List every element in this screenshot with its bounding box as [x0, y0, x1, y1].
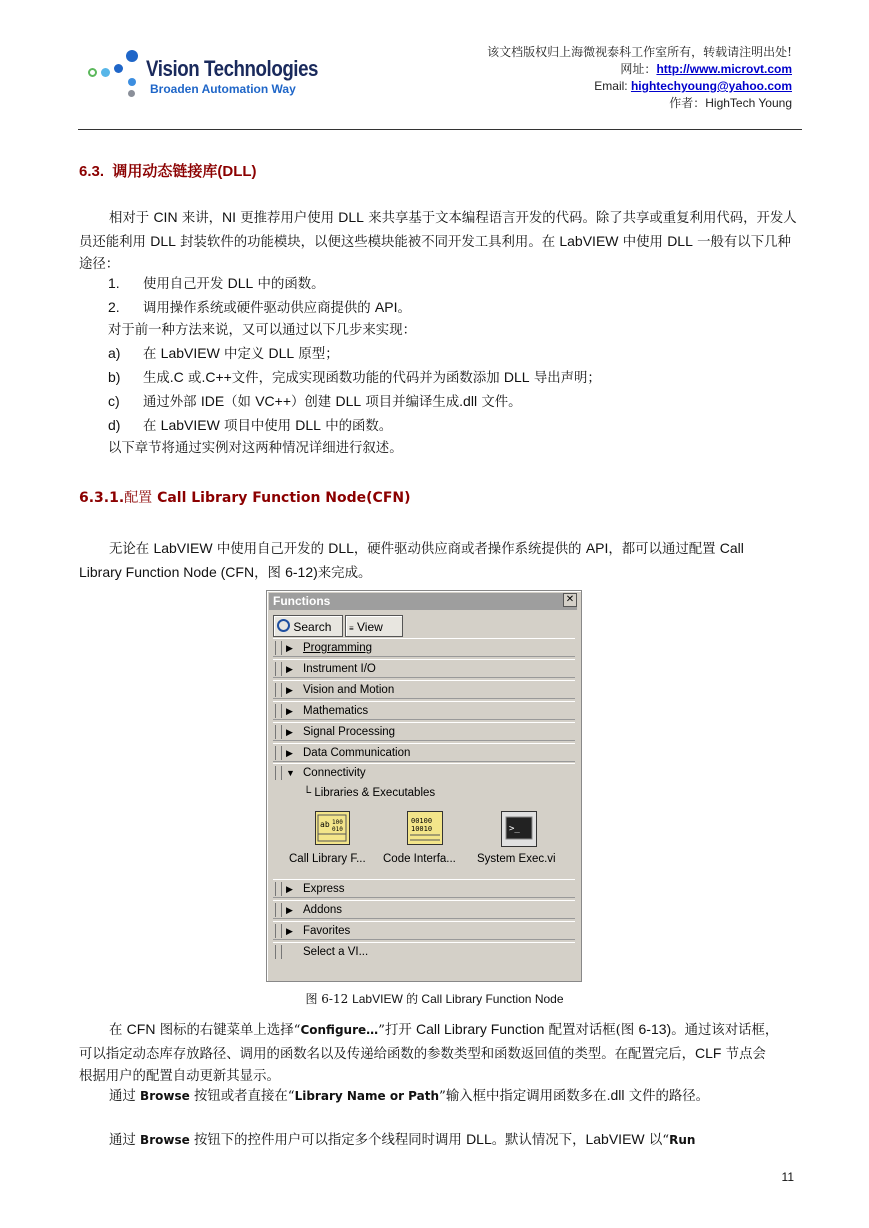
figure-caption: 图 6-12 LabVIEW 的 Call Library Function Node: [305, 992, 564, 1006]
call-library-glyph: [316, 812, 349, 844]
text-run: （如: [224, 395, 256, 410]
latin-text: IDE: [200, 393, 225, 409]
logo-dot-icon: [114, 64, 123, 73]
latin-text: DLL: [328, 540, 354, 556]
system-exec-icon[interactable]: [501, 811, 537, 847]
palette-title-bar: Functions: [269, 593, 577, 610]
logo-dot-icon: [88, 68, 97, 77]
latin-text: LabVIEW: [585, 1131, 645, 1147]
intro-paragraph: [79, 206, 803, 276]
text-run: 中使用: [618, 235, 668, 250]
category-label: Express: [303, 883, 345, 895]
select-a-vi[interactable]: Select a VI...: [273, 942, 575, 961]
latin-text: VC++: [255, 393, 292, 409]
icon-label: Code Interfa...: [383, 853, 456, 865]
text-run: 在: [143, 419, 161, 434]
grip-handle-icon: [275, 903, 282, 917]
code-interface-node-icon[interactable]: [407, 811, 443, 845]
text-run: ，硬件驱动供应商或者操作系统提供的: [353, 542, 586, 557]
text-run: 项目并编译生成: [361, 395, 460, 410]
text-run: 封装软件的功能模块，以便这些模块能被不同开发工具利用。在: [175, 235, 560, 250]
latin-text: Call Library Function Node (CFN: [79, 540, 744, 580]
svg-text:010: 010: [332, 826, 343, 833]
latin-text: DLL: [667, 233, 693, 249]
latin-text: CLF: [694, 1045, 722, 1061]
email-link[interactable]: hightechyoung@yahoo.com: [630, 79, 792, 93]
section-heading: 6.3. 调用动态链接库(DLL): [79, 163, 257, 180]
text-run: 中定义: [219, 347, 269, 362]
bold-term: Library Name or Path: [294, 1089, 440, 1103]
latin-text: LabVIEW: [160, 417, 220, 433]
grip-handle-icon: [275, 662, 282, 676]
text-run: 文件的路径。: [624, 1089, 710, 1104]
text-run: 使用自己开发: [143, 277, 228, 292]
bold-term: Browse: [140, 1089, 190, 1103]
category-mathematics[interactable]: [273, 701, 575, 720]
category-label: Data Communication: [303, 747, 411, 759]
svg-text:00100: 00100: [411, 817, 433, 825]
grip-handle-icon: [275, 725, 282, 739]
email-line: Email: hightechyoung@yahoo.com: [594, 79, 792, 93]
latin-text: .dll: [606, 1087, 625, 1103]
latin-text: LabVIEW: [559, 233, 619, 249]
text-run: 调用操作系统或硬件驱动供应商提供的: [143, 301, 375, 316]
code-interface-glyph: [408, 812, 442, 844]
text-run: 或: [183, 371, 202, 386]
category-label: Instrument I/O: [303, 663, 376, 675]
grip-handle-icon: [275, 882, 282, 896]
text-run: 。: [397, 301, 411, 316]
copyright-notice: 该文档版权归上海微视泰科工作室所有，转载请注明出处!: [487, 45, 792, 59]
text-run: 原型；: [294, 347, 339, 362]
terminal-glyph: [502, 812, 536, 846]
grip-handle-icon: [275, 924, 282, 938]
text-run: 配置对话框(图: [544, 1023, 639, 1038]
logo-dot-icon: [101, 68, 110, 77]
logo-dot-icon: [126, 50, 138, 62]
text-run: 文件。: [477, 395, 522, 410]
close-icon[interactable]: ✕: [563, 593, 577, 607]
paragraph-threads: [79, 1128, 779, 1152]
text-run: 通过: [109, 1133, 141, 1148]
latin-text: 6-12): [285, 564, 318, 580]
svg-text:ab: ab: [320, 820, 330, 829]
grip-handle-icon: [275, 746, 282, 760]
logo-dot-icon: [128, 90, 135, 97]
view-list-icon: ≡: [349, 624, 354, 633]
paragraph-browse: [79, 1084, 779, 1108]
text-run: 图标的右键菜单上选择“: [155, 1023, 301, 1038]
text-run: 中的函数。: [253, 277, 325, 292]
subsection-heading: 6.3.1.配置 Call Library Function Node(CFN): [79, 490, 411, 506]
latin-text: CIN: [153, 209, 178, 225]
category-label: Programming: [303, 642, 373, 654]
latin-text: API: [585, 540, 609, 556]
bold-term: Browse: [140, 1133, 190, 1147]
text-run: ，图: [254, 566, 286, 581]
category-express[interactable]: [273, 879, 575, 898]
grip-handle-icon: [275, 704, 282, 718]
logo-title: Vision Technologies: [146, 56, 319, 81]
collapsed-triangle-icon: ▶: [286, 706, 293, 716]
text-run: 来共享基于文本编程语言开发的代码。除了共享或重复利用代码，开发人员还能利用: [79, 211, 797, 250]
latin-text: API: [374, 299, 398, 315]
text-run: 更推荐用户使用: [236, 211, 339, 226]
category-label: Signal Processing: [303, 726, 396, 738]
collapsed-triangle-icon: ▶: [286, 905, 293, 915]
list-item: d) 在 LabVIEW 项目中使用 DLL 中的函数。: [108, 417, 393, 434]
category-programming[interactable]: [273, 638, 575, 657]
category-vision-and-motion[interactable]: [273, 680, 575, 699]
collapsed-triangle-icon: ▶: [286, 727, 293, 737]
text-run: 文件，完成实现函数功能的代码并为函数添加: [231, 371, 504, 386]
category-label: Favorites: [303, 925, 351, 937]
icon-label: Call Library F...: [289, 853, 366, 865]
page-number: 11: [781, 1170, 794, 1184]
call-library-function-icon[interactable]: [315, 811, 350, 845]
text-run: 项目中使用: [219, 419, 296, 434]
logo-dot-icon: [128, 78, 136, 86]
collapsed-triangle-icon: ▶: [286, 748, 293, 758]
logo-subtitle: Broaden Automation Way: [150, 82, 296, 96]
closing-text: 以下章节将通过实例对这两种情况详细进行叙述。: [108, 441, 403, 456]
collapsed-triangle-icon: ▶: [286, 926, 293, 936]
header-info: [487, 44, 792, 112]
list-item: 2. 调用操作系统或硬件驱动供应商提供的 API。: [108, 299, 411, 316]
vision-technologies-logo: [88, 50, 318, 100]
collapsed-triangle-icon: ▶: [286, 884, 293, 894]
text-run: 以“: [644, 1133, 670, 1148]
text-run: 导出声明；: [529, 371, 601, 386]
latin-text: LabVIEW: [153, 540, 213, 556]
latin-text: .C: [169, 369, 184, 385]
search-icon: [277, 619, 290, 632]
subfolder-libraries[interactable]: └ Libraries & Executables: [303, 787, 436, 799]
svg-text:10010: 10010: [411, 825, 433, 833]
latin-text: DLL: [227, 275, 254, 291]
text-run: 节点会根据用户的配置自动更新其显示。: [79, 1047, 766, 1084]
latin-text: DLL: [503, 369, 530, 385]
latin-text: DLL: [295, 417, 321, 433]
category-connectivity[interactable]: ▼ Connectivity └ Libraries & Executables: [273, 763, 575, 809]
text-run: 中的函数。: [320, 419, 393, 434]
website-link[interactable]: http://www.microvt.com: [656, 62, 792, 76]
latin-text: CFN: [126, 1021, 156, 1037]
text-run: ”输入框中指定调用函数多在: [439, 1089, 607, 1104]
text-run: 生成: [143, 371, 170, 386]
latin-text: DLL: [150, 233, 176, 249]
text-run: 在: [109, 1023, 127, 1038]
ways-list: [108, 272, 798, 460]
text-run: 按钮或者直接在“: [189, 1089, 295, 1104]
category-signal-processing[interactable]: [273, 722, 575, 741]
text-run: 一般有以下几种途径：: [79, 235, 791, 272]
search-button[interactable]: Search: [273, 615, 343, 637]
svg-text:>_: >_: [509, 824, 520, 834]
list-item: 1. 使用自己开发 DLL 中的函数。: [108, 275, 325, 292]
latin-text: 6-13): [638, 1021, 672, 1037]
list-item: c) 通过外部 IDE（如 VC++）创建 DLL 项目并编译生成.dll 文件。: [108, 393, 522, 410]
text-run: 。通过该对话框，可以指定动态库存放路径、调用的函数名以及传递给函数的参数类型和函数返回值的类型。在配置完后，: [79, 1023, 779, 1062]
latin-text: NI: [222, 209, 236, 225]
subsection-paragraph: [79, 537, 779, 585]
text-run: 来完成。: [317, 566, 372, 581]
text-run: 相对于: [109, 211, 154, 226]
grip-handle-icon: [275, 641, 282, 655]
author-line: 作者：HighTech Young: [669, 96, 792, 110]
header-divider: [78, 129, 802, 130]
text-run: 。默认情况下，: [491, 1133, 586, 1148]
text-run: 中使用自己开发的: [212, 542, 329, 557]
latin-text: LabVIEW: [160, 345, 220, 361]
text-run: 通过外部: [143, 395, 201, 410]
grip-handle-icon: [275, 683, 282, 697]
category-data-communication[interactable]: [273, 743, 575, 762]
paragraph-configure: [79, 1018, 779, 1088]
text-run: 在: [143, 347, 161, 362]
category-label: Vision and Motion: [303, 684, 395, 696]
collapsed-triangle-icon: ▶: [286, 664, 293, 674]
list-item: b) 生成.C 或.C++文件，完成实现函数功能的代码并为函数添加 DLL 导出声明；: [108, 369, 601, 386]
latin-text: .C++: [201, 369, 232, 385]
view-button[interactable]: ≡ View: [345, 615, 403, 637]
text-run: ，都可以通过配置: [608, 542, 720, 557]
category-favorites[interactable]: [273, 921, 575, 940]
latin-text: DLL: [268, 345, 295, 361]
svg-text:100: 100: [332, 819, 343, 826]
latin-text: Call Library Function: [416, 1021, 545, 1037]
website-line: 网址：http://www.microvt.com: [620, 62, 792, 76]
bold-term: Configure…: [300, 1023, 379, 1037]
category-label: Mathematics: [303, 705, 369, 717]
category-label: Addons: [303, 904, 343, 916]
expanded-triangle-icon: ▼: [286, 768, 295, 778]
steps-intro: 对于前一种方法来说，又可以通过以下几步来实现：: [108, 323, 416, 338]
text-run: ”打开: [378, 1023, 417, 1038]
list-item: a) 在 LabVIEW 中定义 DLL 原型；: [108, 345, 339, 362]
text-run: ）创建: [291, 395, 336, 410]
latin-text: DLL: [338, 209, 364, 225]
text-run: 来讲，: [177, 211, 222, 226]
category-instrument-i-o[interactable]: [273, 659, 575, 678]
collapsed-triangle-icon: ▶: [286, 643, 293, 653]
bold-term: Run: [669, 1133, 696, 1147]
category-addons[interactable]: [273, 900, 575, 919]
latin-text: .dll: [459, 393, 478, 409]
collapsed-triangle-icon: ▶: [286, 685, 293, 695]
text-run: 通过: [109, 1089, 141, 1104]
icon-label: System Exec.vi: [477, 853, 556, 865]
text-run: 按钮下的控件用户可以指定多个线程同时调用: [189, 1133, 467, 1148]
functions-palette: [266, 590, 582, 982]
latin-text: DLL: [466, 1131, 492, 1147]
text-run: 无论在: [109, 542, 154, 557]
latin-text: DLL: [335, 393, 362, 409]
